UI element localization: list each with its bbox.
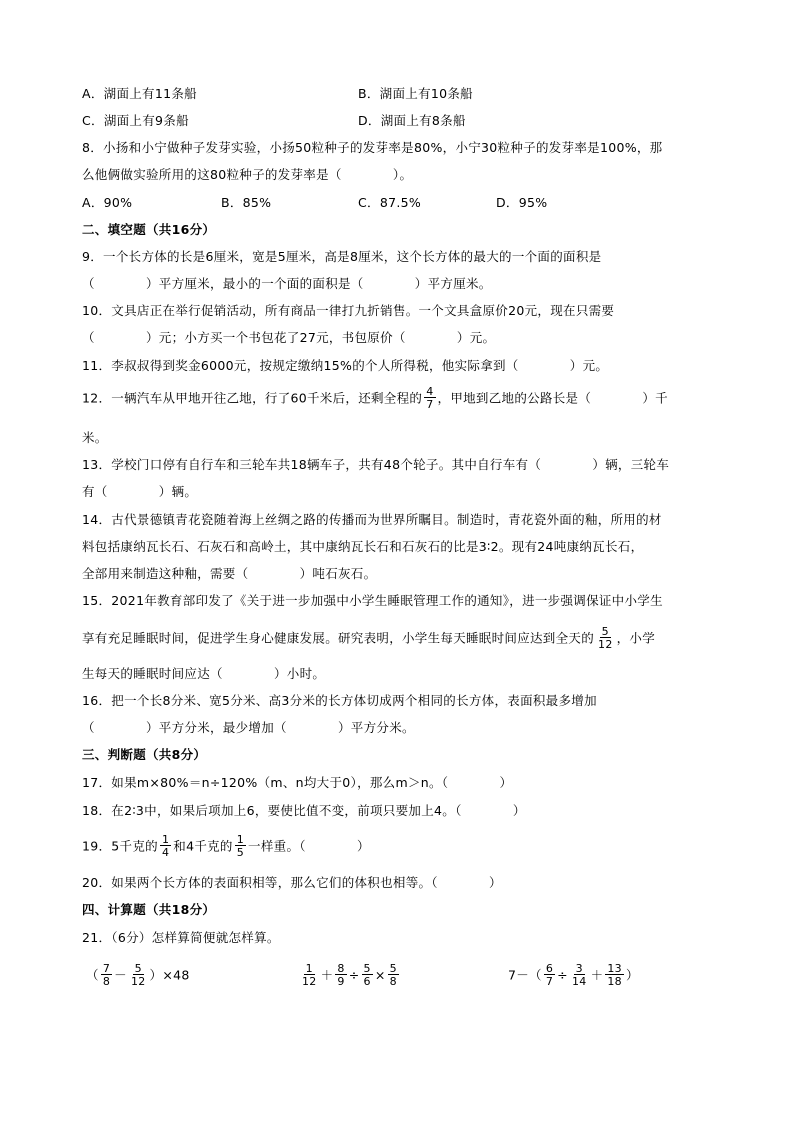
q15-line-1: 15．2021年教育部印发了《关于进一步加强中小学生睡眠管理工作的通知》，进一步强调保证中小学生 <box>82 593 663 608</box>
q21-e1-fraction-b <box>129 963 148 987</box>
q12-text-after: ，甲地到乙地的公路长是（ ）千 <box>437 390 668 406</box>
q8-option-a: A．90% <box>82 195 133 210</box>
q12-fraction-denominator: 7 <box>426 398 434 411</box>
q19-suffix: 一样重。（ ） <box>248 838 370 854</box>
q21-e2-fraction-a <box>300 963 319 987</box>
q21-expression-3 <box>508 964 639 988</box>
q21-e2-d-numerator: 5 <box>389 962 397 975</box>
q21-e2-operator-1: ＋ <box>320 967 334 983</box>
q18-line: 18．在2∶3中，如果后项加上6，要使比值不变，前项只要加上4。（ ） <box>82 803 526 818</box>
q17-line: 17．如果m×80%＝n÷120%（m、n均大于0），那么m＞n。（ ） <box>82 775 513 790</box>
q14-line-3: 全部用来制造这种釉，需要（ ）吨石灰石。 <box>82 566 377 581</box>
q21-expression-1 <box>86 964 190 988</box>
q21-e2-c-denominator: 6 <box>363 975 371 988</box>
q21-e1-fraction-a <box>101 963 112 987</box>
q12-fraction-numerator: 4 <box>426 385 434 398</box>
q12-text-before: 12．一辆汽车从甲地开往乙地，行了60千米后，还剩全程的 <box>82 390 423 406</box>
q21-e3-operator-2: ＋ <box>590 967 604 983</box>
q15-line-2 <box>82 627 655 651</box>
q21-e3-b-denominator: 14 <box>571 975 587 988</box>
q21-e3-c-numerator: 13 <box>607 962 622 975</box>
q21-e1-operator: － <box>114 967 127 983</box>
q15-fraction <box>596 626 615 650</box>
q20-line: 20．如果两个长方体的表面积相等，那么它们的体积也相等。（ ） <box>82 875 502 890</box>
q21-title: 21．（6分）怎样算简便就怎样算。 <box>82 930 280 945</box>
q8-option-c: C．87.5% <box>358 195 422 210</box>
q8-option-d: D．95% <box>496 195 548 210</box>
section-2-heading: 二、填空题（共16分） <box>82 222 216 237</box>
q13-line-2: 有（ ）辆。 <box>82 484 198 499</box>
q12-fraction <box>424 386 435 410</box>
q21-e1-open: （ <box>86 967 99 983</box>
q21-e1-close: ）×48 <box>149 967 190 983</box>
q19-prefix: 19．5千克的 <box>82 838 158 854</box>
q21-e3-a-denominator: 7 <box>545 975 554 988</box>
q14-line-2: 料包括康纳瓦长石、石灰石和高岭土，其中康纳瓦长石和石灰石的比是3∶2。现有24吨康纳瓦长石， <box>82 539 644 554</box>
q14-line-1: 14．古代景德镇青花瓷随着海上丝绸之路的传播而为世界所瞩目。制造时，青花瓷外面的釉，所用的材 <box>82 512 662 527</box>
q12-line-2: 米。 <box>82 430 108 445</box>
q15-fraction-numerator: 5 <box>601 625 609 638</box>
q7-option-a: A．湖面上有11条船 <box>82 86 197 101</box>
q21-e1-b-denominator: 12 <box>130 975 146 988</box>
q21-e2-fraction-d <box>388 963 399 987</box>
q9-line-2: （ ）平方厘米，最小的一个面的面积是（ ）平方厘米。 <box>82 276 492 291</box>
q21-e3-operator-1: ÷ <box>557 967 568 983</box>
q7-option-c: C．湖面上有9条船 <box>82 113 189 128</box>
q21-e3-fraction-b <box>570 963 589 987</box>
q19-line <box>82 835 370 859</box>
q15-text-before: 享有充足睡眠时间，促进学生身心健康发展。研究表明，小学生每天睡眠时间应达到全天的 <box>82 630 595 646</box>
q21-e2-c-numerator: 5 <box>363 962 371 975</box>
q8-option-b: B．85% <box>221 195 272 210</box>
q10-line-1: 10．文具店正在举行促销活动，所有商品一律打九折销售。一个文具盒原价20元，现在只需要 <box>82 303 615 318</box>
q19-fraction-2-numerator: 1 <box>236 833 245 846</box>
q11-line: 11．李叔叔得到奖金6000元，按规定缴纳15%的个人所得税，他实际拿到（ ）元。 <box>82 358 609 373</box>
q21-e2-operator-3: × <box>374 967 386 983</box>
q7-option-d: D．湖面上有8条船 <box>358 113 466 128</box>
q21-e3-b-numerator: 3 <box>575 962 583 975</box>
q19-fraction-2 <box>235 834 246 858</box>
q21-e1-a-numerator: 7 <box>102 962 111 975</box>
q21-e1-b-numerator: 5 <box>134 962 142 975</box>
q21-e2-d-denominator: 8 <box>389 975 397 988</box>
q21-e2-operator-2: ÷ <box>348 967 360 983</box>
q16-line-2: （ ）平方分米，最少增加（ ）平方分米。 <box>82 720 415 735</box>
q21-expression-2 <box>298 964 401 988</box>
q8-options <box>82 193 548 213</box>
q10-line-2: （ ）元；小方买一个书包花了27元，书包原价（ ）元。 <box>82 330 496 345</box>
q15-fraction-denominator: 12 <box>598 638 613 651</box>
q21-e2-a-numerator: 1 <box>305 962 313 975</box>
q21-e2-fraction-b <box>335 963 346 987</box>
q13-line-1: 13．学校门口停有自行车和三轮车共18辆车子，共有48个轮子。其中自行车有（ ）辆，三轮车 <box>82 457 670 472</box>
q21-e2-b-denominator: 9 <box>337 975 345 988</box>
q19-fraction-1-numerator: 1 <box>161 833 170 846</box>
q9-line-1: 9．一个长方体的长是6厘米，宽是5厘米，高是8厘米，这个长方体的最大的一个面的面积是 <box>82 249 602 264</box>
q21-e3-fraction-a <box>544 963 555 987</box>
q16-line-1: 16．把一个长8分米、宽5分米、高3分米的长方体切成两个相同的长方体，表面积最多增加 <box>82 693 597 708</box>
q7-option-b: B．湖面上有10条船 <box>358 86 473 101</box>
q21-e2-fraction-c <box>362 963 373 987</box>
q19-middle: 和4千克的 <box>173 838 233 854</box>
q21-e3-lead: 7－（ <box>508 967 542 983</box>
q19-fraction-1-denominator: 4 <box>161 846 170 859</box>
q21-e3-close: ） <box>625 967 639 983</box>
q15-line-3: 生每天的睡眠时间应达（ ）小时。 <box>82 666 326 681</box>
q21-e2-b-numerator: 8 <box>337 962 345 975</box>
q21-e3-c-denominator: 18 <box>607 975 622 988</box>
q19-fraction-2-denominator: 5 <box>236 846 245 859</box>
q7-option-row-1 <box>82 84 473 104</box>
q21-e3-a-numerator: 6 <box>545 962 554 975</box>
q19-fraction-1 <box>160 834 171 858</box>
q21-e2-a-denominator: 12 <box>302 975 317 988</box>
q15-text-after: ，小学 <box>616 630 656 646</box>
q8-line-2: 么他俩做实验所用的这80粒种子的发芽率是（ ）。 <box>82 167 413 182</box>
q8-line-1: 8．小扬和小宁做种子发芽实验，小扬50粒种子的发芽率是80%，小宁30粒种子的发芽率是100%，那 <box>82 140 663 155</box>
section-3-heading: 三、判断题（共8分） <box>82 747 207 762</box>
q21-e1-a-denominator: 8 <box>102 975 111 988</box>
q7-option-row-2 <box>82 111 466 131</box>
section-4-heading: 四、计算题（共18分） <box>82 902 216 917</box>
q21-e3-fraction-c <box>605 963 624 987</box>
q12-line-1 <box>82 387 668 411</box>
